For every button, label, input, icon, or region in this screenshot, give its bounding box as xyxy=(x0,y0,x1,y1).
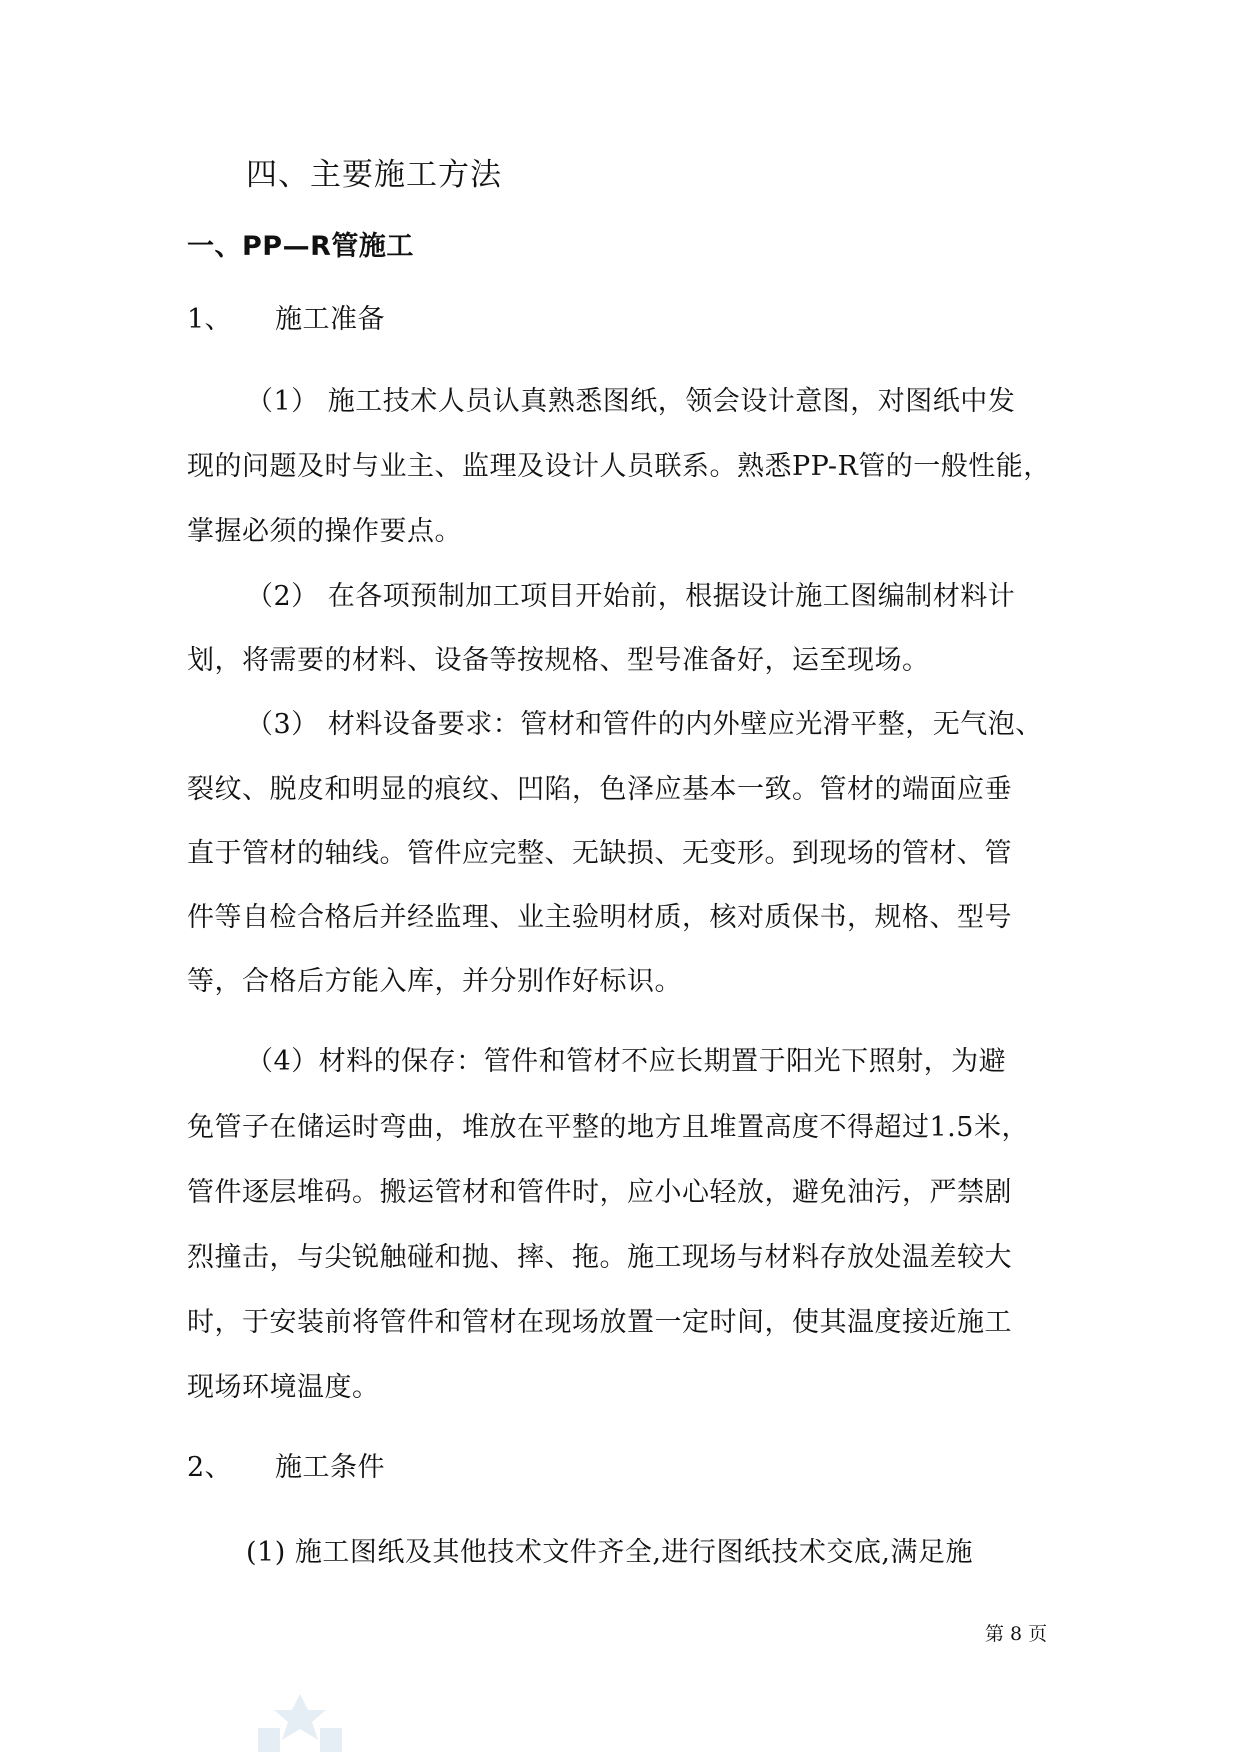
paragraph-line: 划，将需要的材料、设备等按规格、型号准备好，运至现场。 xyxy=(187,645,930,676)
paragraph-line: 烈撞击，与尖锐触碰和抛、摔、拖。施工现场与材料存放处温差较大 xyxy=(187,1242,1012,1273)
section-title: 四、主要施工方法 xyxy=(246,157,502,193)
paragraph-line: 现的问题及时与业主、监理及设计人员联系。熟悉PP-R管的一般性能， xyxy=(187,451,1051,482)
paragraph-line: 直于管材的轴线。管件应完整、无缺损、无变形。到现场的管材、管 xyxy=(187,838,1012,869)
step-number: 2、 xyxy=(187,1452,233,1483)
paragraph-line: （1） 施工技术人员认真熟悉图纸，领会设计意图，对图纸中发 xyxy=(246,386,1016,417)
paragraph-line: （3） 材料设备要求：管材和管件的内外壁应光滑平整，无气泡、 xyxy=(246,709,1043,740)
paragraph-line: 管件逐层堆码。搬运管材和管件时，应小心轻放，避免油污，严禁剧 xyxy=(187,1177,1012,1208)
step-title: 施工条件 xyxy=(275,1452,385,1483)
step-title: 施工准备 xyxy=(275,304,385,335)
step-heading-1 xyxy=(187,302,385,338)
paragraph-line: （4）材料的保存：管件和管材不应长期置于阳光下照射，为避 xyxy=(246,1046,1007,1077)
paragraph-line: 裂纹、脱皮和明显的痕纹、凹陷，色泽应基本一致。管材的端面应垂 xyxy=(187,774,1012,805)
paragraph-line: 件等自检合格后并经监理、业主验明材质，核对质保书，规格、型号 xyxy=(187,902,1012,933)
step-heading-2 xyxy=(187,1450,385,1486)
logo-mark-icon xyxy=(252,1688,348,1754)
subsection-title: 一、PP—R管施工 xyxy=(187,231,414,262)
paragraph-line: (1) 施工图纸及其他技术文件齐全,进行图纸技术交底,满足施 xyxy=(246,1537,973,1568)
paragraph-line: 免管子在储运时弯曲，堆放在平整的地方且堆置高度不得超过1.5米， xyxy=(187,1112,1029,1143)
paragraph-line: 掌握必须的操作要点。 xyxy=(187,516,462,547)
step-number: 1、 xyxy=(187,304,233,335)
paragraph-line: 现场环境温度。 xyxy=(187,1372,380,1403)
page-number: 第 8 页 xyxy=(985,1623,1048,1645)
paragraph-line: 时，于安装前将管件和管材在现场放置一定时间，使其温度接近施工 xyxy=(187,1307,1012,1338)
paragraph-line: （2） 在各项预制加工项目开始前，根据设计施工图编制材料计 xyxy=(246,581,1016,612)
paragraph-line: 等，合格后方能入库，并分别作好标识。 xyxy=(187,966,682,997)
